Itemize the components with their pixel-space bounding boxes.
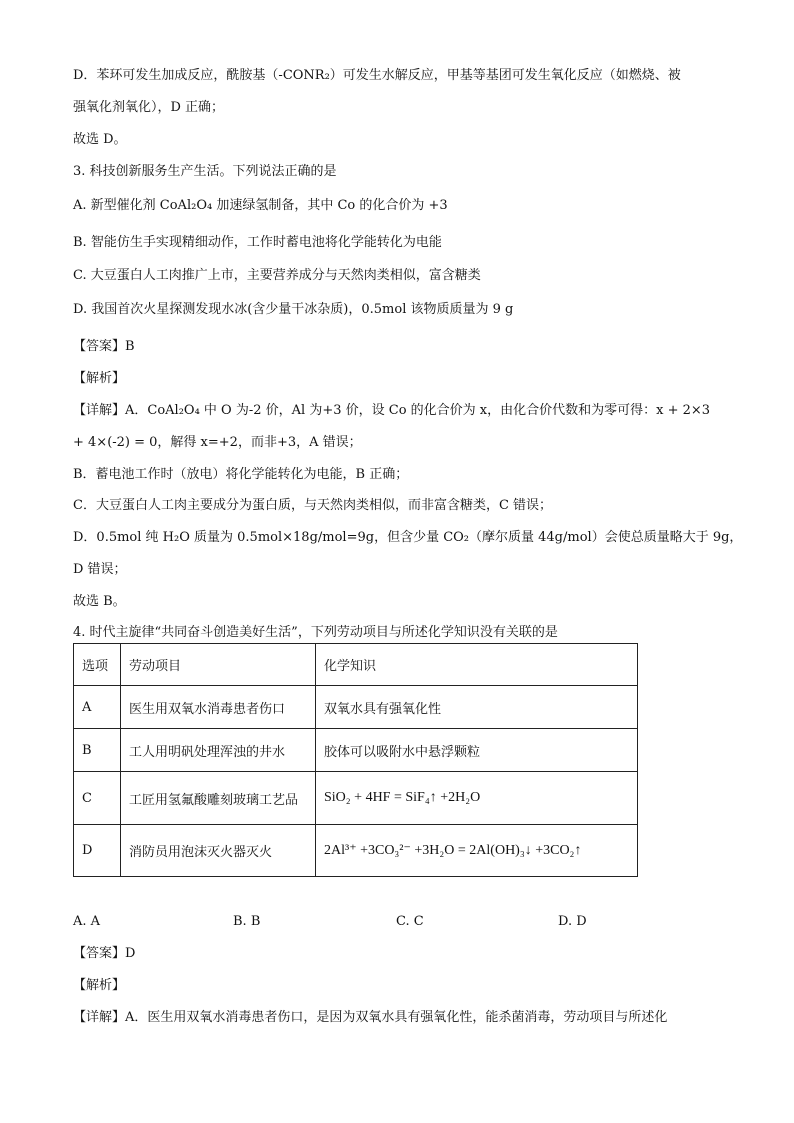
table-header-cell: 化学知识: [316, 644, 638, 686]
question-4-stem: 4. 时代主旋律“共同奋斗创造美好生活”，下列劳动项目与所述化学知识没有关联的是: [73, 625, 558, 640]
knowledge-cell: 双氧水具有强氧化性: [316, 686, 638, 729]
project-cell: 工匠用氢氟酸雕刻玻璃工艺品: [121, 772, 316, 825]
option-cell: C: [74, 772, 121, 825]
detail-line: C．大豆蛋白人工肉主要成分为蛋白质，与天然肉类相似，而非富含糖类，C 错误；: [73, 498, 553, 513]
analysis-label: 【解析】: [73, 371, 126, 386]
question-3-option-d: D. 我国首次火星探测发现水冰(含少量干冰杂质)，0.5mol 该物质质量为 9 g: [73, 302, 514, 317]
answer-label: 【答案】D: [73, 946, 136, 961]
knowledge-cell: 胶体可以吸附水中悬浮颗粒: [316, 729, 638, 772]
option-cell: A: [74, 686, 121, 729]
option-cell: B: [74, 729, 121, 772]
project-cell: 医生用双氧水消毒患者伤口: [121, 686, 316, 729]
project-cell: 工人用明矾处理浑浊的井水: [121, 729, 316, 772]
choice-d: D. D: [558, 914, 587, 929]
table-header-row: [74, 644, 638, 686]
text-line: 故选 B。: [73, 594, 126, 609]
question-3-option-a: A. 新型催化剂 CoAl₂O₄ 加速绿氢制备，其中 Co 的化合价为 +3: [73, 198, 448, 213]
choice-b: B. B: [233, 914, 261, 929]
detail-line: + 4×(-2) = 0，解得 x=+2，而非+3，A 错误；: [73, 435, 362, 450]
project-cell: 消防员用泡沫灭火器灭火: [121, 825, 316, 877]
detail-line: B．蓄电池工作时（放电）将化学能转化为电能，B 正确；: [73, 467, 409, 482]
answer-label: 【答案】B: [73, 339, 135, 354]
analysis-label: 【解析】: [73, 978, 126, 993]
knowledge-cell: 2Al³⁺ +3CO₃²⁻ +3H₂O = 2Al(OH)₃↓ +3CO₂↑: [316, 825, 638, 877]
text-line: 强氧化剂氧化），D 正确；: [73, 100, 225, 115]
table-header-cell: 劳动项目: [121, 644, 316, 686]
question-3-stem: 3. 科技创新服务生产生活。下列说法正确的是: [73, 164, 337, 179]
table-header-cell: 选项: [74, 644, 121, 686]
question-3-option-c: C. 大豆蛋白人工肉推广上市，主要营养成分与天然肉类相似，富含糖类: [73, 268, 481, 283]
text-line: 故选 D。: [73, 132, 127, 147]
detail-line: 【详解】A．CoAl₂O₄ 中 O 为-2 价，Al 为+3 价，设 Co 的化合价为 x，由化合价代数和为零可得：x + 2×3: [73, 403, 711, 418]
choice-a: A. A: [73, 914, 101, 929]
question-4-table: [73, 643, 638, 877]
question-3-option-b: B. 智能仿生手实现精细动作，工作时蓄电池将化学能转化为电能: [73, 235, 442, 250]
choice-c: C. C: [396, 914, 424, 929]
option-cell: D: [74, 825, 121, 877]
table-row: [74, 729, 638, 772]
detail-line: D．0.5mol 纯 H₂O 质量为 0.5mol×18g/mol=9g，但含少量 CO₂（摩尔质量 44g/mol）会使总质量略大于 9g，: [73, 530, 743, 545]
text-line: D．苯环可发生加成反应，酰胺基（-CONR₂）可发生水解反应，甲基等基团可发生氧化反应（如燃烧、被: [73, 68, 681, 83]
table-row: [74, 686, 638, 729]
knowledge-cell: SiO₂ + 4HF = SiF₄↑ +2H₂O: [316, 772, 638, 825]
table-row: [74, 772, 638, 825]
table-row: [74, 825, 638, 877]
detail-line: D 错误；: [73, 562, 127, 577]
detail-line: 【详解】A．医生用双氧水消毒患者伤口，是因为双氧水具有强氧化性，能杀菌消毒，劳动项目与所述化: [73, 1010, 668, 1025]
